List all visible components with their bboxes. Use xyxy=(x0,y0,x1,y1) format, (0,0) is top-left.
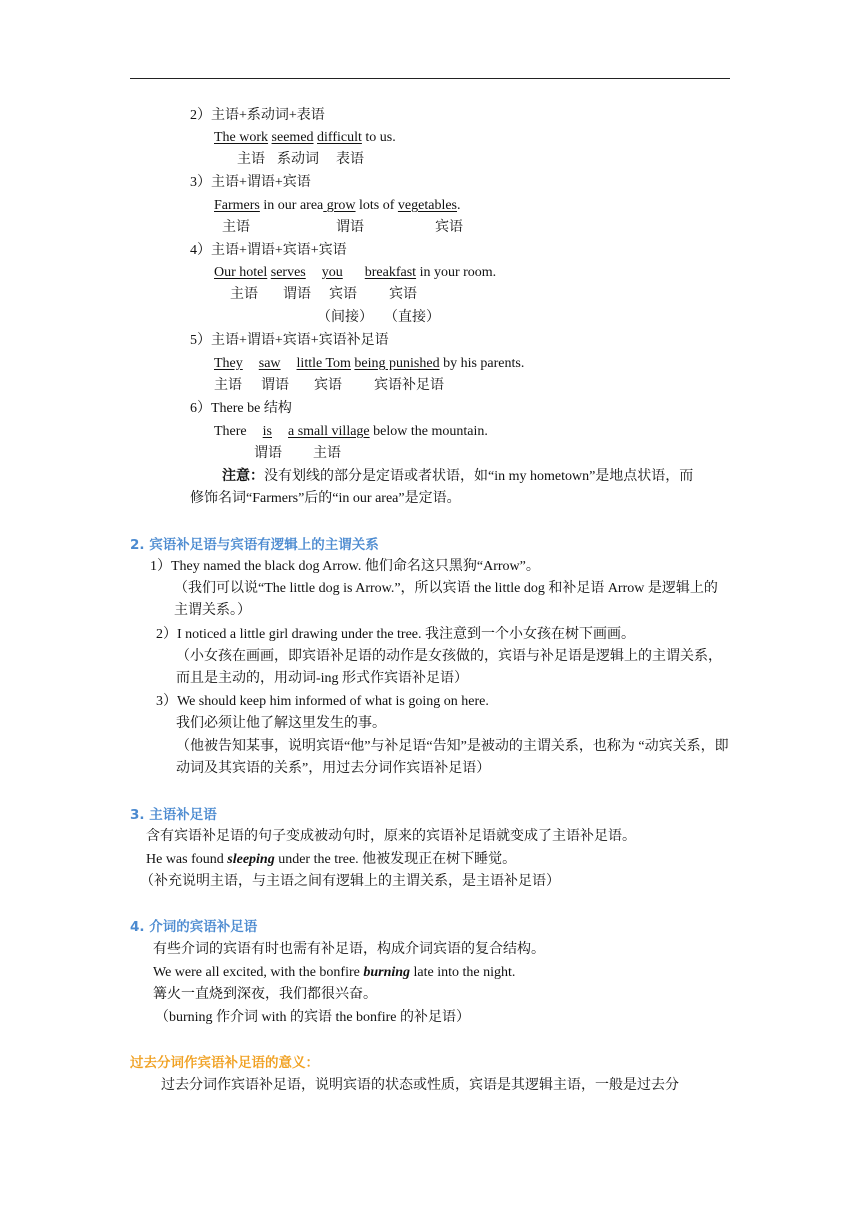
pattern-2-heading: 2）主语+系动词+表语 xyxy=(190,108,325,123)
item-1: 1）They named the black dog Arrow. 他们命名这只黑狗“Arrow”。 xyxy=(150,559,540,574)
label-object: 宾语 xyxy=(435,220,463,235)
label-direct-object: 宾语 xyxy=(389,287,417,302)
label-subject: 主语 xyxy=(222,220,250,235)
section-5-title: 过去分词作宾语补足语的意义： xyxy=(130,1055,319,1071)
label-direct: （直接） xyxy=(384,310,440,325)
example-3: Farmers in our area grow lots of vegetables. xyxy=(214,198,461,213)
label-predicate: 谓语 xyxy=(261,378,289,393)
label-object-complement: 宾语补足语 xyxy=(374,378,444,393)
section-4-translation: 篝火一直烧到深夜，我们都很兴奋。 xyxy=(153,987,377,1002)
pattern-4-heading: 4）主语+谓语+宾语+宾语 xyxy=(190,243,347,258)
label-subject: 主语 xyxy=(313,446,341,461)
item-2-note: （小女孩在画画，即宾语补足语的动作是女孩做的，宾语与补足语是逻辑上的主谓关系，而且是主动的，用动词-ing 形式作宾语补足语） xyxy=(176,649,722,686)
linking-verb: seemed xyxy=(271,130,314,145)
section-4-note: （burning 作介词 with 的宾语 the bonfire 的补足语） xyxy=(155,1010,470,1025)
label-indirect: （间接） xyxy=(317,310,373,325)
section-5-p1: 过去分词作宾语补足语，说明宾语的状态或性质，宾语是其逻辑主语，一般是过去分 xyxy=(161,1078,679,1093)
note-line-2: 修饰名词“Farmers”后的“in our area”是定语。 xyxy=(190,491,461,506)
label-subject: 主语 xyxy=(230,287,258,302)
predicative: difficult xyxy=(317,130,362,145)
item-3-note: （他被告知某事，说明宾语“他”与补足语“告知”是被动的主谓关系，也称为 “动宾关系，即动词及其宾语的关系”，用过去分词作宾语补足语） xyxy=(176,739,729,776)
item-3-translation: 我们必须让他了解这里发生的事。 xyxy=(176,716,386,731)
section-4-example: We were all excited, with the bonfire burning late into the night. xyxy=(153,965,516,980)
example-6: There is a small village below the mountain. xyxy=(214,424,488,439)
example-4: Our hotel serves you breakfast in your room. xyxy=(214,265,497,280)
item-2: 2）I noticed a little girl drawing under the tree. 我注意到一个小女孩在树下画画。 xyxy=(156,627,636,642)
section-3-p1: 含有宾语补足语的句子变成被动句时，原来的宾语补足语就变成了主语补足语。 xyxy=(146,829,636,844)
example-5: They saw little Tom being punished by his parents. xyxy=(214,356,525,371)
subject: The work xyxy=(214,130,269,145)
pattern-6-heading: 6）There be 结构 xyxy=(190,401,292,416)
label-object: 宾语 xyxy=(314,378,342,393)
label-predicate: 谓语 xyxy=(254,446,282,461)
section-3-title: 3. 主语补足语 xyxy=(130,807,217,823)
pattern-3-heading: 3）主语+谓语+宾语 xyxy=(190,175,311,190)
item-1-note: （我们可以说“The little dog is Arrow.”，所以宾语 the little dog 和补足语 Arrow 是逻辑上的主谓关系。） xyxy=(174,581,718,618)
pattern-5-heading: 5）主语+谓语+宾语+宾语补足语 xyxy=(190,333,389,348)
header-rule xyxy=(130,78,730,79)
label-predicate: 谓语 xyxy=(336,220,364,235)
label-linking-verb: 系动词 xyxy=(277,152,319,167)
section-4-p1: 有些介词的宾语有时也需有补足语，构成介词宾语的复合结构。 xyxy=(153,942,545,957)
example-2: The work seemed difficult to us. xyxy=(214,130,396,145)
section-3-example: He was found sleeping under the tree. 他被发现正在树下睡觉。 xyxy=(146,852,517,867)
label-subject: 主语 xyxy=(214,378,242,393)
section-2-title: 2. 宾语补足语与宾语有逻辑上的主谓关系 xyxy=(130,537,379,553)
section-3-note: （补充说明主语，与主语之间有逻辑上的主谓关系，是主语补足语） xyxy=(140,874,560,889)
label-indirect-object: 宾语 xyxy=(329,287,357,302)
note-line-1: 注意：没有划线的部分是定语或者状语，如“in my hometown”是地点状语，而 xyxy=(222,469,694,484)
note-label: 注意： xyxy=(222,469,264,484)
label-predicate: 谓语 xyxy=(283,287,311,302)
section-4-title: 4. 介词的宾语补足语 xyxy=(130,919,258,935)
item-3: 3）We should keep him informed of what is going on here. xyxy=(156,694,489,709)
label-subject: 主语 xyxy=(237,152,265,167)
label-predicative: 表语 xyxy=(336,152,364,167)
